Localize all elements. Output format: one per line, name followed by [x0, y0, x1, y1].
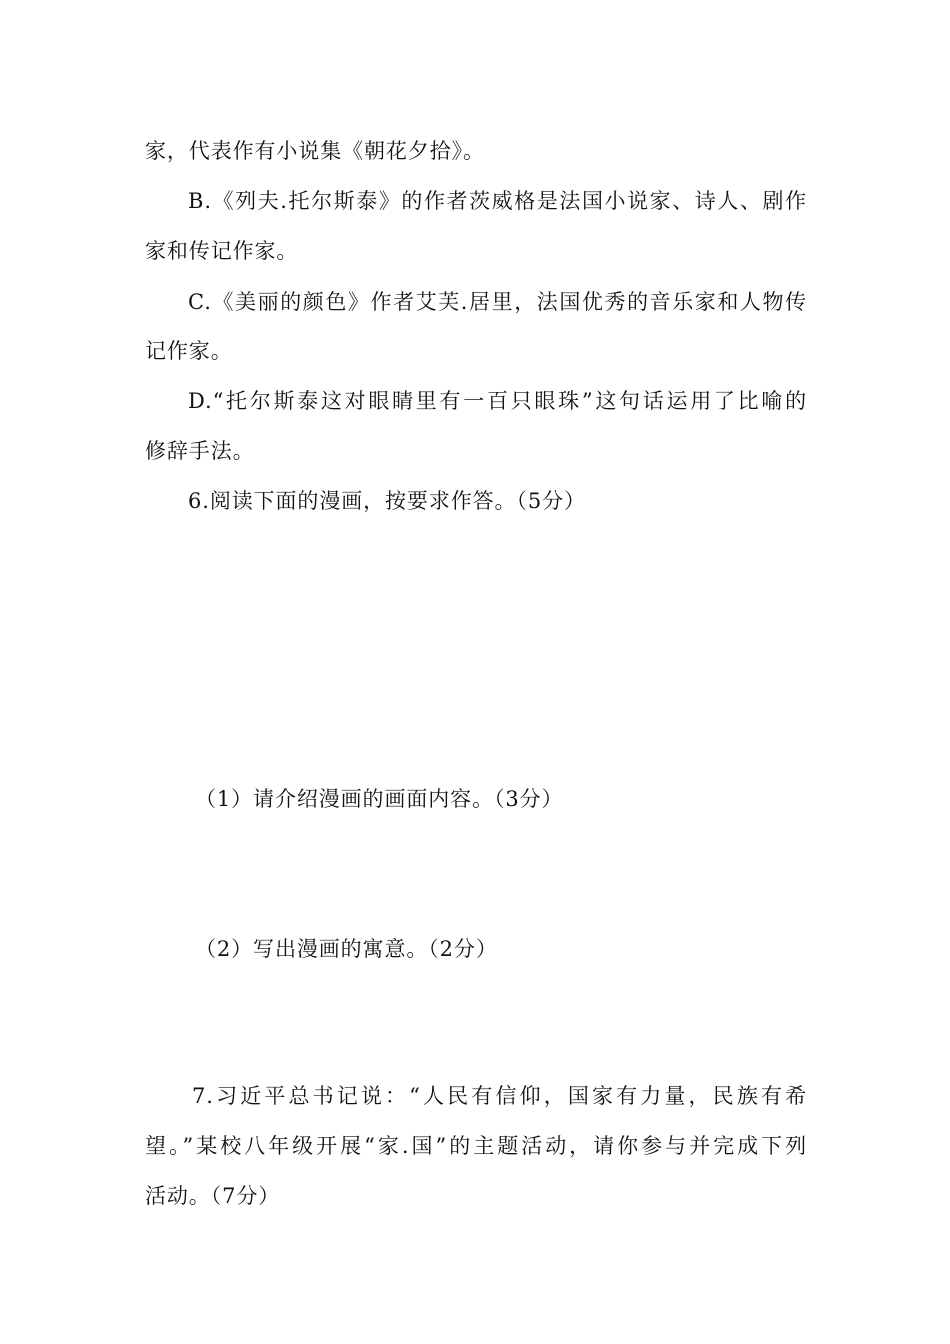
option-b-line-2: 家和传记作家。 — [145, 239, 299, 263]
question-6-part-1: （1）请介绍漫画的画面内容。（3分） — [195, 787, 564, 811]
question-7-line-1: 7.习近平总书记说：“人民有信仰，国家有力量，民族有希 — [192, 1084, 807, 1108]
question-7-line-2: 望。”某校八年级开展“家.国”的主题活动，请你参与并完成下列 — [145, 1134, 807, 1158]
option-b-line-1: B.《列夫.托尔斯泰》的作者茨威格是法国小说家、诗人、剧作 — [188, 189, 807, 213]
question-6-title: 6.阅读下面的漫画，按要求作答。（5分） — [188, 489, 586, 513]
option-d-line-1: D.“托尔斯泰这对眼睛里有一百只眼珠”这句话运用了比喻的 — [188, 389, 807, 413]
question-7-line-3: 活动。（7分） — [145, 1184, 281, 1208]
option-a-continuation: 家，代表作有小说集《朝花夕拾》。 — [145, 139, 485, 163]
option-c-line-2: 记作家。 — [145, 339, 233, 363]
question-6-part-2: （2）写出漫画的寓意。（2分） — [195, 937, 498, 961]
option-c-line-1: C.《美丽的颜色》作者艾芙.居里，法国优秀的音乐家和人物传 — [188, 290, 807, 314]
option-d-line-2: 修辞手法。 — [145, 439, 255, 463]
